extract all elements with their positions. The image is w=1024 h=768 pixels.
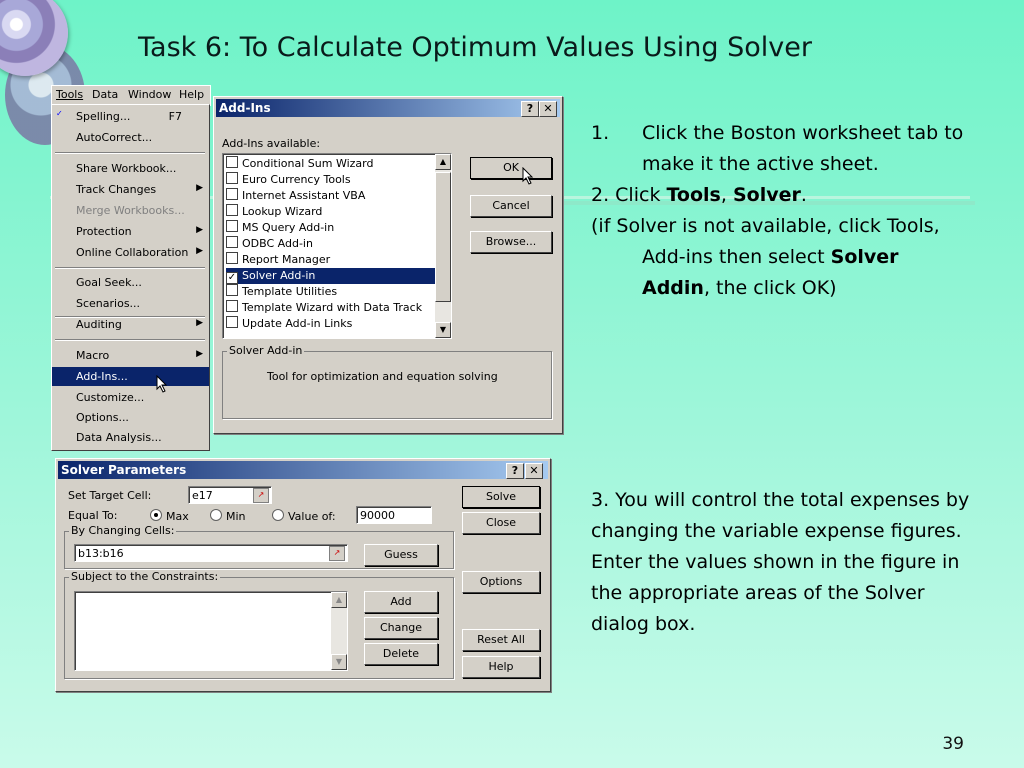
constraints-group: Subject to the Constraints: — [64, 577, 454, 679]
close-icon[interactable]: ✕ — [525, 463, 543, 479]
help-button[interactable]: Help — [462, 656, 540, 678]
submenu-arrow-icon: ▶ — [196, 349, 203, 359]
add-in-item[interactable]: Conditional Sum Wizard — [226, 156, 373, 172]
step2-text: 2. Click Tools, Solver. — [591, 184, 807, 206]
submenu-arrow-icon: ▶ — [196, 225, 203, 235]
menu-data[interactable]: Data — [92, 88, 119, 101]
checkbox[interactable] — [226, 204, 238, 216]
checkbox[interactable] — [226, 156, 238, 168]
menu-help[interactable]: Help — [179, 88, 205, 101]
checkbox-checked[interactable]: ✓ — [227, 272, 237, 283]
checkbox[interactable] — [226, 252, 238, 264]
checkbox[interactable] — [226, 316, 238, 328]
menu-item-spelling[interactable]: ✓ Spelling... F7 — [56, 109, 182, 123]
menu-item-goal-seek[interactable]: Goal Seek... — [76, 276, 142, 289]
add-in-item[interactable]: Internet Assistant VBA — [226, 188, 365, 204]
add-button[interactable]: Add — [364, 591, 438, 613]
add-in-item[interactable]: MS Query Add-in — [226, 220, 334, 236]
browse-button[interactable]: Browse... — [470, 231, 552, 253]
collapse-dialog-icon[interactable]: ↗ — [329, 546, 345, 561]
equal-to-label: Equal To: — [68, 509, 118, 522]
menu-bar — [51, 85, 211, 106]
menu-item-data-analysis[interactable]: Data Analysis... — [76, 431, 162, 444]
menu-item-online-collaboration[interactable]: Online Collaboration ▶ — [76, 246, 203, 259]
delete-button[interactable]: Delete — [364, 643, 438, 665]
note-text: (if Solver is not available, click Tools, Add-ins then select Solver Addin, the click OK) — [591, 215, 940, 299]
instructions-steps-1-2 — [591, 118, 971, 304]
solver-titlebar: Solver Parameters ? ✕ — [58, 461, 548, 479]
target-cell-input[interactable]: e17 ↗ — [188, 486, 272, 504]
reset-all-button[interactable]: Reset All — [462, 629, 540, 651]
add-in-item[interactable]: ODBC Add-in — [226, 236, 313, 252]
changing-cells-input[interactable]: b13:b16 ↗ — [74, 544, 348, 562]
checkbox[interactable] — [226, 284, 238, 296]
value-of-input[interactable]: 90000 — [356, 506, 432, 524]
menu-item-add-ins[interactable]: Add-Ins... — [52, 367, 209, 386]
guess-button[interactable]: Guess — [364, 544, 438, 566]
help-icon[interactable]: ? — [506, 463, 524, 479]
add-ins-list — [222, 153, 452, 339]
menu-item-macro[interactable]: Macro ▶ — [76, 349, 203, 362]
scroll-thumb[interactable] — [435, 172, 451, 302]
description-group: Solver Add-in Tool for optimization and equation solving — [222, 351, 552, 419]
step1-number: 1. — [591, 122, 610, 144]
checkbox[interactable] — [226, 172, 238, 184]
changing-cells-group: By Changing Cells: — [64, 531, 454, 569]
menu-item-share-workbook[interactable]: Share Workbook... — [76, 162, 177, 175]
scroll-up-icon[interactable]: ▲ — [331, 592, 347, 608]
scroll-down-icon[interactable]: ▼ — [331, 654, 347, 670]
target-cell-label: Set Target Cell: — [68, 489, 152, 502]
submenu-arrow-icon: ▶ — [196, 183, 203, 193]
slide-title: Task 6: To Calculate Optimum Values Using Solver — [138, 32, 812, 63]
mouse-cursor-icon — [156, 375, 168, 393]
scrollbar[interactable] — [435, 154, 451, 338]
menu-item-autocorrect[interactable]: AutoCorrect... — [76, 131, 153, 144]
max-radio[interactable]: Max — [150, 509, 189, 523]
cancel-button[interactable]: Cancel — [470, 195, 552, 217]
menu-window[interactable]: Window — [128, 88, 172, 101]
menu-item-merge-workbooks: Merge Workbooks... — [76, 204, 185, 217]
scroll-up-icon[interactable]: ▲ — [435, 154, 451, 170]
close-icon[interactable]: ✕ — [539, 101, 557, 117]
add-in-item[interactable]: Update Add-in Links — [226, 316, 352, 332]
add-in-item[interactable]: Template Utilities — [226, 284, 337, 300]
step3-text: 3. You will control the total expenses by changing the variable expense figures. Enter the values shown in the figure in the appropriate areas of the Solver dialog box. — [591, 489, 970, 635]
menu-item-scenarios[interactable]: Scenarios... — [76, 297, 141, 310]
mouse-cursor-icon — [522, 167, 534, 185]
scroll-down-icon[interactable]: ▼ — [435, 322, 451, 338]
menu-item-auditing[interactable]: Auditing ▶ — [76, 318, 203, 331]
add-ins-available-label: Add-Ins available: — [222, 137, 321, 150]
checkbox[interactable] — [226, 300, 238, 312]
add-ins-titlebar: Add-Ins ? ✕ — [216, 99, 560, 117]
solve-button[interactable]: Solve — [462, 486, 540, 508]
add-in-item[interactable]: Euro Currency Tools — [226, 172, 351, 188]
constraints-list[interactable] — [74, 591, 348, 671]
options-button[interactable]: Options — [462, 571, 540, 593]
menu-item-protection[interactable]: Protection ▶ — [76, 225, 203, 238]
menu-item-customize[interactable]: Customize... — [76, 391, 145, 404]
menu-item-track-changes[interactable]: Track Changes ▶ — [76, 183, 203, 196]
tools-menu — [51, 104, 210, 451]
help-icon[interactable]: ? — [521, 101, 539, 117]
menu-tools[interactable]: Tools — [56, 88, 84, 101]
add-ins-dialog — [213, 96, 563, 434]
submenu-arrow-icon: ▶ — [196, 246, 203, 256]
solver-parameters-dialog — [55, 458, 551, 692]
change-button[interactable]: Change — [364, 617, 438, 639]
submenu-arrow-icon: ▶ — [196, 318, 203, 328]
checkbox[interactable] — [226, 236, 238, 248]
ok-button[interactable]: OK — [470, 157, 552, 179]
spelling-icon: ✓ — [56, 109, 63, 118]
menu-item-options[interactable]: Options... — [76, 411, 129, 424]
add-in-item-solver[interactable]: ✓ Solver Add-in — [226, 268, 451, 284]
add-in-description: Tool for optimization and equation solving — [267, 370, 498, 383]
collapse-dialog-icon[interactable]: ↗ — [253, 488, 269, 503]
scrollbar[interactable] — [331, 592, 347, 670]
add-in-item[interactable]: Lookup Wizard — [226, 204, 322, 220]
add-in-item[interactable]: Report Manager — [226, 252, 330, 268]
close-button[interactable]: Close — [462, 512, 540, 534]
checkbox[interactable] — [226, 220, 238, 232]
value-of-radio[interactable]: Value of: — [272, 509, 336, 523]
page-number: 39 — [942, 734, 964, 754]
step1-text: Click the Boston worksheet tab to make it the active sheet. — [642, 122, 964, 175]
checkbox[interactable] — [226, 188, 238, 200]
add-in-item[interactable]: Template Wizard with Data Track — [226, 300, 422, 316]
min-radio[interactable]: Min — [210, 509, 246, 523]
